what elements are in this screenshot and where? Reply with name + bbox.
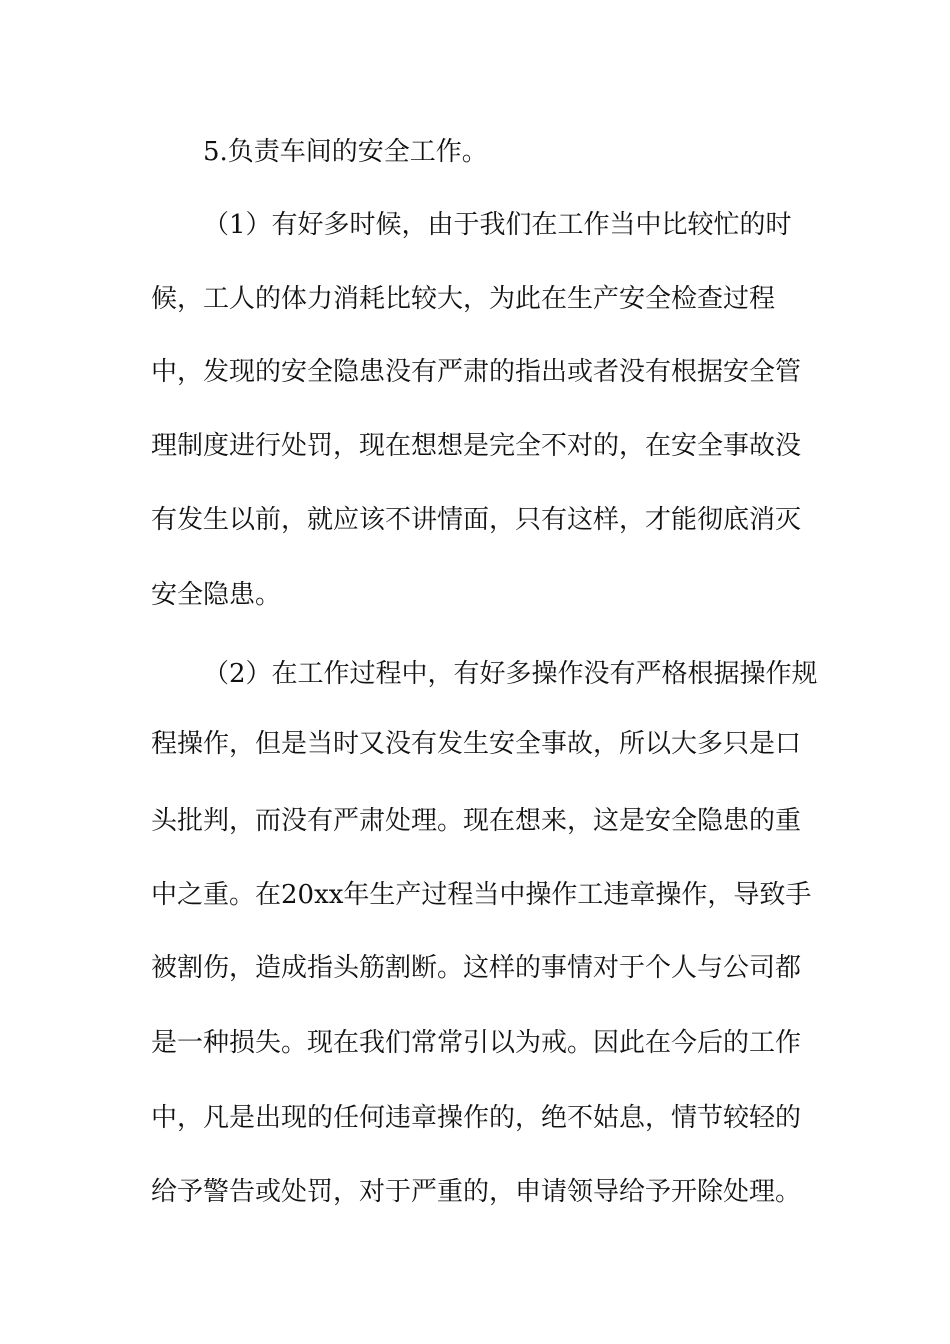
paragraph-line: 中，发现的安全隐患没有严肃的指出或者没有根据安全管: [151, 357, 802, 387]
paragraph-line: （2）在工作过程中，有好多操作没有严格根据操作规: [203, 659, 818, 689]
paragraph-line: 被割伤，造成指头筋割断。这样的事情对于个人与公司都: [151, 953, 802, 983]
paragraph-line: 中，凡是出现的任何违章操作的，绝不姑息，情节较轻的: [151, 1103, 802, 1133]
paragraph-line: 程操作，但是当时又没有发生安全事故，所以大多只是口: [151, 729, 802, 759]
paragraph-line: 安全隐患。: [151, 580, 282, 610]
paragraph-line: 理制度进行处罚，现在想想是完全不对的，在安全事故没: [151, 431, 802, 461]
paragraph-line: （1）有好多时候，由于我们在工作当中比较忙的时: [203, 210, 792, 240]
paragraph-line: 给予警告或处罚，对于严重的，申请领导给予开除处理。: [151, 1177, 802, 1207]
paragraph-line: 是一种损失。现在我们常常引以为戒。因此在今后的工作: [151, 1028, 802, 1058]
section-heading: 5.负责车间的安全工作。: [203, 137, 488, 167]
paragraph-line: 中之重。在20xx年生产过程当中操作工违章操作，导致手: [151, 880, 812, 910]
paragraph-line: 头批判，而没有严肃处理。现在想来，这是安全隐患的重: [151, 806, 802, 836]
paragraph-line: 候，工人的体力消耗比较大，为此在生产安全检查过程: [151, 284, 776, 314]
paragraph-line: 有发生以前，就应该不讲情面，只有这样，才能彻底消灭: [151, 505, 802, 535]
